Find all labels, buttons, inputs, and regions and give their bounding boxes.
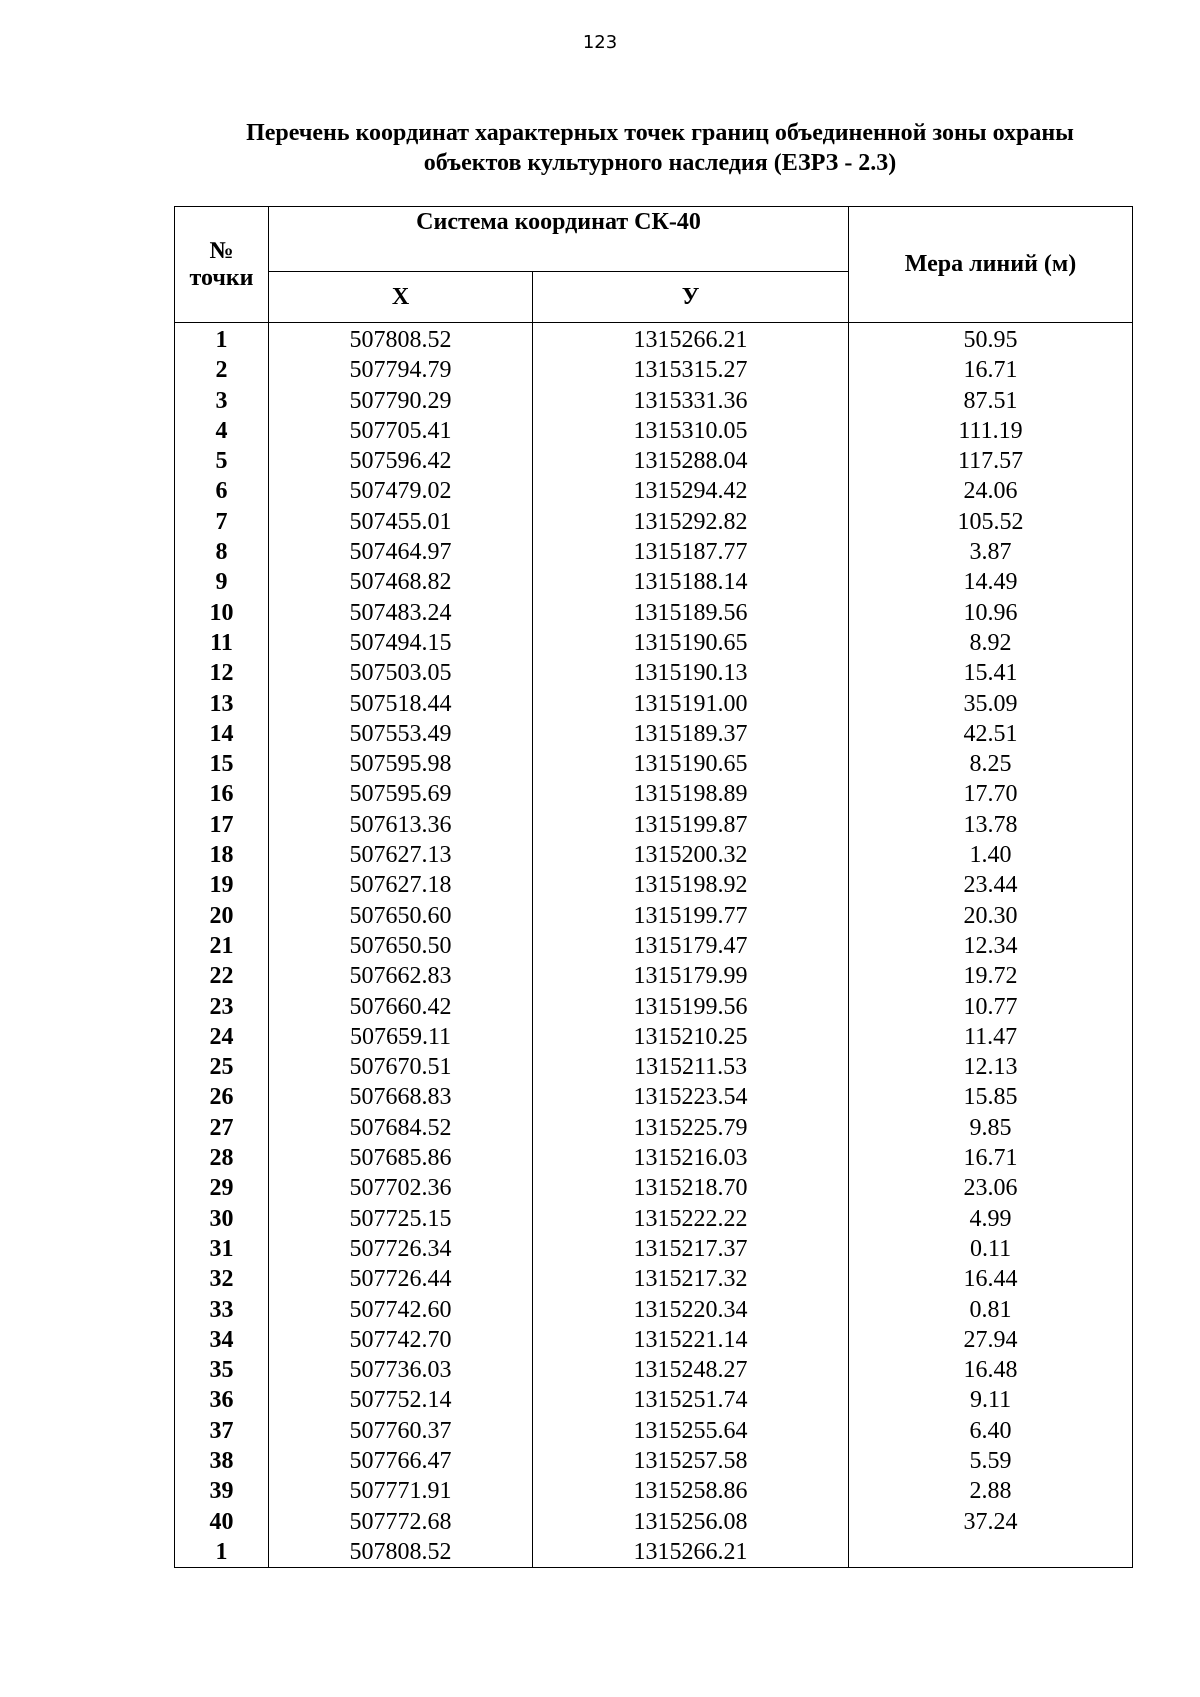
title-line-1: Перечень координат характерных точек границ объединенной зоны охраны	[246, 120, 1074, 146]
point-number-cell: 25	[175, 1052, 269, 1082]
point-number-cell: 20	[175, 901, 269, 931]
point-number-cell: 9	[175, 567, 269, 597]
line-measure-cell: 35.09	[849, 689, 1133, 719]
line-measure-cell: 12.34	[849, 931, 1133, 961]
point-number-cell: 32	[175, 1264, 269, 1294]
x-coordinate-cell: 507494.15	[269, 628, 533, 658]
table-row	[175, 931, 1133, 961]
y-coordinate-cell: 1315198.92	[533, 870, 849, 900]
y-coordinate-cell: 1315220.34	[533, 1295, 849, 1325]
x-coordinate-cell: 507702.36	[269, 1173, 533, 1203]
x-coordinate-cell: 507650.50	[269, 931, 533, 961]
table-row	[175, 1052, 1133, 1082]
point-number-cell: 19	[175, 870, 269, 900]
table-row	[175, 658, 1133, 688]
point-number-cell: 1	[175, 323, 269, 356]
point-number-header-line-1: №	[209, 237, 234, 264]
point-number-cell: 31	[175, 1234, 269, 1264]
table-row	[175, 719, 1133, 749]
table-row	[175, 779, 1133, 809]
x-coordinate-cell: 507596.42	[269, 446, 533, 476]
y-coordinate-cell: 1315310.05	[533, 416, 849, 446]
line-measure-cell: 0.81	[849, 1295, 1133, 1325]
y-coordinate-cell: 1315179.47	[533, 931, 849, 961]
line-measure-cell: 0.11	[849, 1234, 1133, 1264]
point-number-header-line-2: точки	[189, 264, 254, 291]
point-number-cell: 8	[175, 537, 269, 567]
table-row	[175, 1082, 1133, 1112]
y-coordinate-cell: 1315221.14	[533, 1325, 849, 1355]
point-number-cell: 5	[175, 446, 269, 476]
table-row	[175, 598, 1133, 628]
y-coordinate-cell: 1315187.77	[533, 537, 849, 567]
point-number-cell: 15	[175, 749, 269, 779]
y-coordinate-cell: 1315211.53	[533, 1052, 849, 1082]
point-number-cell: 23	[175, 992, 269, 1022]
point-number-cell: 33	[175, 1295, 269, 1325]
line-measure-cell: 87.51	[849, 386, 1133, 416]
line-measure-cell: 15.85	[849, 1082, 1133, 1112]
point-number-cell: 7	[175, 507, 269, 537]
x-coordinate-cell: 507662.83	[269, 961, 533, 991]
x-coordinate-cell: 507659.11	[269, 1022, 533, 1052]
line-measure-cell: 10.77	[849, 992, 1133, 1022]
y-coordinate-cell: 1315210.25	[533, 1022, 849, 1052]
x-coordinate-cell: 507794.79	[269, 355, 533, 385]
line-measure-cell: 16.71	[849, 1143, 1133, 1173]
x-column-header: Х	[269, 272, 533, 323]
x-coordinate-cell: 507479.02	[269, 476, 533, 506]
x-coordinate-cell: 507613.36	[269, 810, 533, 840]
table-row	[175, 992, 1133, 1022]
document-title	[180, 118, 1140, 178]
line-measure-cell: 50.95	[849, 323, 1133, 356]
point-number-cell: 26	[175, 1082, 269, 1112]
y-coordinate-cell: 1315190.65	[533, 628, 849, 658]
y-coordinate-cell: 1315217.32	[533, 1264, 849, 1294]
page-number: 123	[582, 32, 618, 53]
line-measure-cell: 9.11	[849, 1385, 1133, 1415]
coordinate-system-header: Система координат СК-40	[269, 207, 849, 272]
table-row	[175, 537, 1133, 567]
line-measure-cell: 2.88	[849, 1476, 1133, 1506]
line-measure-cell: 10.96	[849, 598, 1133, 628]
y-coordinate-cell: 1315216.03	[533, 1143, 849, 1173]
x-coordinate-cell: 507790.29	[269, 386, 533, 416]
y-coordinate-cell: 1315199.77	[533, 901, 849, 931]
y-coordinate-cell: 1315256.08	[533, 1507, 849, 1537]
y-coordinate-cell: 1315189.56	[533, 598, 849, 628]
x-coordinate-cell: 507468.82	[269, 567, 533, 597]
point-number-cell: 3	[175, 386, 269, 416]
y-coordinate-cell: 1315191.00	[533, 689, 849, 719]
y-coordinate-cell: 1315218.70	[533, 1173, 849, 1203]
table-body	[175, 323, 1133, 1568]
table-row	[175, 386, 1133, 416]
line-measure-cell: 16.44	[849, 1264, 1133, 1294]
table-header	[175, 207, 1133, 323]
x-coordinate-cell: 507772.68	[269, 1507, 533, 1537]
x-coordinate-cell: 507483.24	[269, 598, 533, 628]
y-coordinate-cell: 1315200.32	[533, 840, 849, 870]
y-coordinate-cell: 1315222.22	[533, 1204, 849, 1234]
point-number-cell: 39	[175, 1476, 269, 1506]
line-measure-cell: 23.44	[849, 870, 1133, 900]
y-coordinate-cell: 1315258.86	[533, 1476, 849, 1506]
table-row	[175, 507, 1133, 537]
table-row	[175, 1416, 1133, 1446]
point-number-cell: 36	[175, 1385, 269, 1415]
y-coordinate-cell: 1315198.89	[533, 779, 849, 809]
y-coordinate-cell: 1315292.82	[533, 507, 849, 537]
table-row	[175, 1537, 1133, 1568]
y-coordinate-cell: 1315217.37	[533, 1234, 849, 1264]
table-row	[175, 628, 1133, 658]
point-number-cell: 21	[175, 931, 269, 961]
x-coordinate-cell: 507766.47	[269, 1446, 533, 1476]
line-measure-cell: 111.19	[849, 416, 1133, 446]
point-number-cell: 17	[175, 810, 269, 840]
point-number-cell: 35	[175, 1355, 269, 1385]
x-coordinate-cell: 507771.91	[269, 1476, 533, 1506]
line-measure-cell: 13.78	[849, 810, 1133, 840]
x-coordinate-cell: 507518.44	[269, 689, 533, 719]
table-row	[175, 567, 1133, 597]
x-coordinate-cell: 507742.70	[269, 1325, 533, 1355]
x-coordinate-cell: 507725.15	[269, 1204, 533, 1234]
y-coordinate-cell: 1315225.79	[533, 1113, 849, 1143]
y-coordinate-cell: 1315248.27	[533, 1355, 849, 1385]
x-coordinate-cell: 507736.03	[269, 1355, 533, 1385]
y-coordinate-cell: 1315257.58	[533, 1446, 849, 1476]
x-coordinate-cell: 507595.98	[269, 749, 533, 779]
line-measure-cell: 117.57	[849, 446, 1133, 476]
x-coordinate-cell: 507455.01	[269, 507, 533, 537]
line-measure-cell: 3.87	[849, 537, 1133, 567]
x-coordinate-cell: 507627.18	[269, 870, 533, 900]
x-coordinate-cell: 507752.14	[269, 1385, 533, 1415]
x-coordinate-cell: 507670.51	[269, 1052, 533, 1082]
point-number-cell: 18	[175, 840, 269, 870]
x-coordinate-cell: 507627.13	[269, 840, 533, 870]
line-measure-cell	[849, 1537, 1133, 1568]
y-column-header: У	[533, 272, 849, 323]
line-measure-cell: 1.40	[849, 840, 1133, 870]
y-coordinate-cell: 1315331.36	[533, 386, 849, 416]
table-row	[175, 961, 1133, 991]
table-row	[175, 689, 1133, 719]
x-coordinate-cell: 507684.52	[269, 1113, 533, 1143]
line-measure-cell: 6.40	[849, 1416, 1133, 1446]
x-coordinate-cell: 507650.60	[269, 901, 533, 931]
y-coordinate-cell: 1315266.21	[533, 323, 849, 356]
table-row	[175, 840, 1133, 870]
line-measure-cell: 37.24	[849, 1507, 1133, 1537]
line-measure-cell: 5.59	[849, 1446, 1133, 1476]
y-coordinate-cell: 1315190.65	[533, 749, 849, 779]
table-row	[175, 355, 1133, 385]
x-coordinate-cell: 507808.52	[269, 323, 533, 356]
table-row	[175, 446, 1133, 476]
point-number-cell: 11	[175, 628, 269, 658]
point-number-cell: 28	[175, 1143, 269, 1173]
x-coordinate-cell: 507705.41	[269, 416, 533, 446]
point-number-cell: 38	[175, 1446, 269, 1476]
point-number-cell: 29	[175, 1173, 269, 1203]
x-coordinate-cell: 507668.83	[269, 1082, 533, 1112]
point-number-cell: 1	[175, 1537, 269, 1568]
point-number-header	[175, 207, 269, 323]
x-coordinate-cell: 507760.37	[269, 1416, 533, 1446]
point-number-cell: 37	[175, 1416, 269, 1446]
table-row	[175, 1173, 1133, 1203]
line-measure-cell: 8.25	[849, 749, 1133, 779]
point-number-cell: 30	[175, 1204, 269, 1234]
x-coordinate-cell: 507726.44	[269, 1264, 533, 1294]
x-coordinate-cell: 507464.97	[269, 537, 533, 567]
table-row	[175, 1476, 1133, 1506]
table-row	[175, 1507, 1133, 1537]
table-row	[175, 1113, 1133, 1143]
x-coordinate-cell: 507553.49	[269, 719, 533, 749]
y-coordinate-cell: 1315266.21	[533, 1537, 849, 1568]
line-measure-cell: 17.70	[849, 779, 1133, 809]
y-coordinate-cell: 1315294.42	[533, 476, 849, 506]
y-coordinate-cell: 1315179.99	[533, 961, 849, 991]
table-row	[175, 476, 1133, 506]
point-number-cell: 2	[175, 355, 269, 385]
point-number-cell: 24	[175, 1022, 269, 1052]
table-row	[175, 416, 1133, 446]
line-measure-cell: 11.47	[849, 1022, 1133, 1052]
table-row	[175, 1385, 1133, 1415]
line-measure-cell: 24.06	[849, 476, 1133, 506]
table-row	[175, 323, 1133, 356]
point-number-cell: 13	[175, 689, 269, 719]
x-coordinate-cell: 507808.52	[269, 1537, 533, 1568]
y-coordinate-cell: 1315190.13	[533, 658, 849, 688]
point-number-cell: 40	[175, 1507, 269, 1537]
table-row	[175, 901, 1133, 931]
table-row	[175, 1234, 1133, 1264]
line-measure-cell: 16.48	[849, 1355, 1133, 1385]
y-coordinate-cell: 1315189.37	[533, 719, 849, 749]
line-measure-cell: 42.51	[849, 719, 1133, 749]
x-coordinate-cell: 507742.60	[269, 1295, 533, 1325]
table-row	[175, 1204, 1133, 1234]
table-row	[175, 1264, 1133, 1294]
point-number-cell: 16	[175, 779, 269, 809]
coordinates-table	[174, 206, 1133, 1568]
table-row	[175, 1355, 1133, 1385]
line-measure-cell: 20.30	[849, 901, 1133, 931]
table-row	[175, 1022, 1133, 1052]
line-measure-header: Мера линий (м)	[849, 207, 1133, 323]
line-measure-cell: 15.41	[849, 658, 1133, 688]
line-measure-cell: 23.06	[849, 1173, 1133, 1203]
table-row	[175, 1446, 1133, 1476]
y-coordinate-cell: 1315223.54	[533, 1082, 849, 1112]
y-coordinate-cell: 1315199.56	[533, 992, 849, 1022]
x-coordinate-cell: 507595.69	[269, 779, 533, 809]
line-measure-cell: 14.49	[849, 567, 1133, 597]
line-measure-cell: 105.52	[849, 507, 1133, 537]
table-row	[175, 1325, 1133, 1355]
point-number-cell: 10	[175, 598, 269, 628]
table-row	[175, 870, 1133, 900]
line-measure-cell: 12.13	[849, 1052, 1133, 1082]
line-measure-cell: 19.72	[849, 961, 1133, 991]
point-number-cell: 14	[175, 719, 269, 749]
point-number-cell: 4	[175, 416, 269, 446]
y-coordinate-cell: 1315255.64	[533, 1416, 849, 1446]
title-line-2: объектов культурного наследия (ЕЗРЗ - 2.3)	[423, 150, 897, 176]
point-number-cell: 12	[175, 658, 269, 688]
point-number-cell: 34	[175, 1325, 269, 1355]
y-coordinate-cell: 1315315.27	[533, 355, 849, 385]
table-row	[175, 1143, 1133, 1173]
y-coordinate-cell: 1315188.14	[533, 567, 849, 597]
y-coordinate-cell: 1315288.04	[533, 446, 849, 476]
table-row	[175, 749, 1133, 779]
x-coordinate-cell: 507503.05	[269, 658, 533, 688]
table-row	[175, 1295, 1133, 1325]
y-coordinate-cell: 1315251.74	[533, 1385, 849, 1415]
point-number-cell: 27	[175, 1113, 269, 1143]
line-measure-cell: 16.71	[849, 355, 1133, 385]
line-measure-cell: 27.94	[849, 1325, 1133, 1355]
table-row	[175, 810, 1133, 840]
line-measure-cell: 8.92	[849, 628, 1133, 658]
y-coordinate-cell: 1315199.87	[533, 810, 849, 840]
x-coordinate-cell: 507660.42	[269, 992, 533, 1022]
line-measure-cell: 9.85	[849, 1113, 1133, 1143]
point-number-cell: 22	[175, 961, 269, 991]
x-coordinate-cell: 507726.34	[269, 1234, 533, 1264]
point-number-cell: 6	[175, 476, 269, 506]
x-coordinate-cell: 507685.86	[269, 1143, 533, 1173]
line-measure-cell: 4.99	[849, 1204, 1133, 1234]
